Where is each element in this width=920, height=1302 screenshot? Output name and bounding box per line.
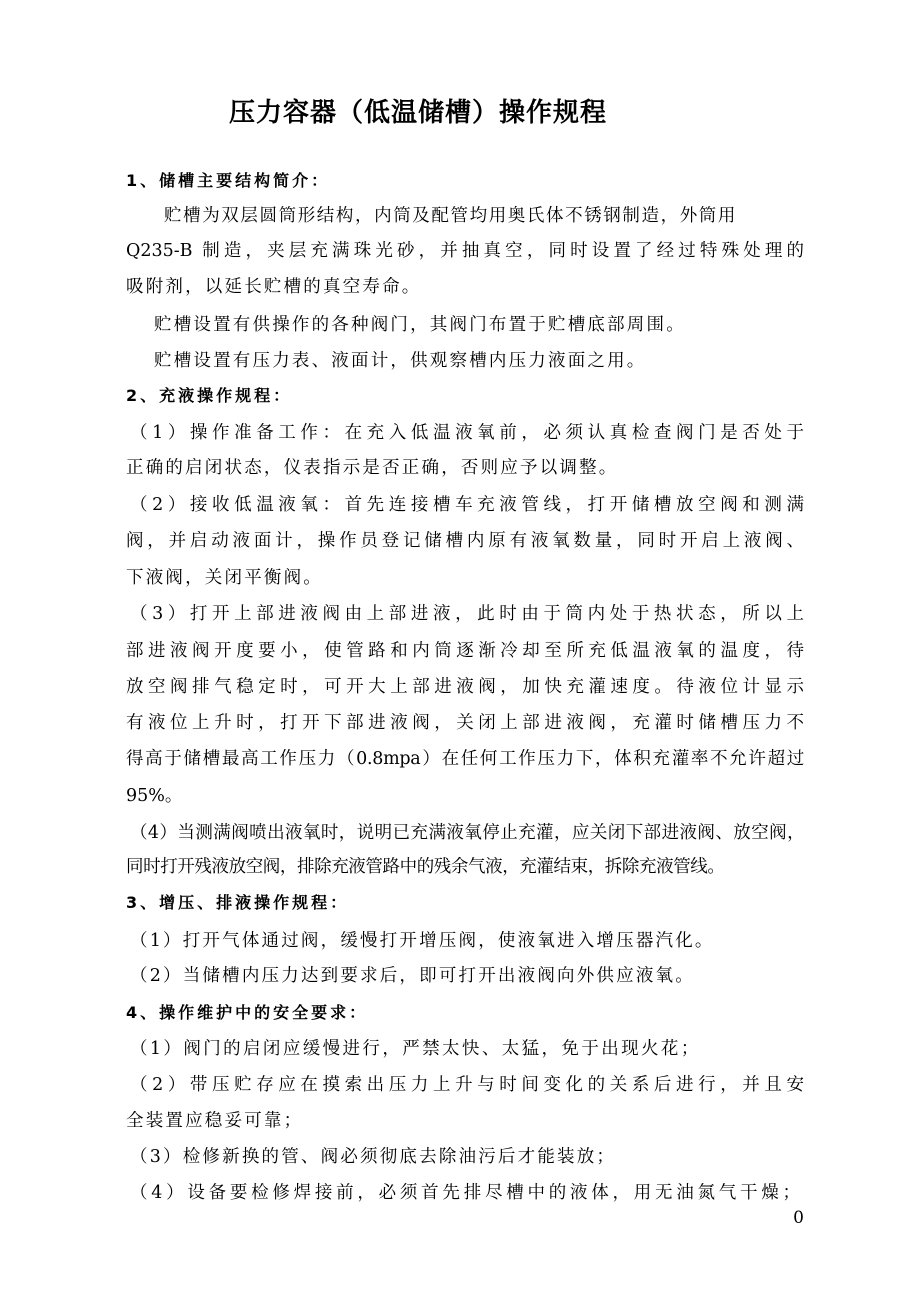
paragraph-line: （2）接收低温液氧：首先连接槽车充液管线，打开储槽放空阀和测满 bbox=[130, 495, 804, 515]
section-heading-1: 1、储槽主要结构简介： bbox=[126, 171, 331, 190]
page-number: 0 bbox=[793, 1208, 804, 1228]
paragraph-line: 同时打开残液放空阀，排除充液管路中的残余气液，充灌结束，拆除充液管线。 bbox=[126, 857, 725, 877]
paragraph-line: 有液位上升时，打开下部进液阀，关闭上部进液阀，充灌时储槽压力不 bbox=[126, 713, 804, 733]
page-title: 压力容器（低温储槽）操作规程 bbox=[228, 98, 607, 128]
paragraph-line: 正确的启闭状态，仪表指示是否正确，否则应予以调整。 bbox=[126, 458, 619, 478]
section-heading-4: 4、操作维护中的安全要求： bbox=[126, 1003, 369, 1022]
paragraph-line: （4）当测满阀喷出液氧时，说明已充满液氧停止充灌，应关闭下部进液阀、放空阀， bbox=[130, 823, 804, 843]
paragraph-line: （1）操作准备工作：在充入低温液氧前，必须认真检查阀门是否处于 bbox=[130, 423, 804, 443]
paragraph-line: （2）当储槽内压力达到要求后，即可打开出液阀向外供应液氧。 bbox=[130, 966, 695, 986]
paragraph-line: Q235-B 制造，夹层充满珠光砂，并抽真空，同时设置了经过特殊处理的 bbox=[126, 241, 804, 261]
paragraph-line: （4）设备要检修焊接前，必须首先排尽槽中的液体，用无油氮气干燥； bbox=[130, 1183, 800, 1203]
paragraph-line: 下液阀，关闭平衡阀。 bbox=[126, 568, 323, 588]
paragraph-line: （1）打开气体通过阀，缓慢打开增压阀，使液氧进入增压器汽化。 bbox=[130, 931, 715, 951]
section-heading-2: 2、充液操作规程： bbox=[126, 386, 293, 405]
paragraph-line: 贮槽为双层圆筒形结构，内筒及配管均用奥氏体不锈钢制造，外筒用 bbox=[164, 206, 737, 226]
paragraph-line: 放空阀排气稳定时，可开大上部进液阀，加快充灌速度。待液位计显示 bbox=[126, 677, 804, 697]
paragraph-line: 部进液阀开度要小，使管路和内筒逐渐冷却至所充低温液氧的温度，待 bbox=[126, 641, 804, 661]
paragraph-line: 贮槽设置有供操作的各种阀门，其阀门布置于贮槽底部周围。 bbox=[154, 315, 686, 335]
paragraph-line: （3）检修新换的管、阀必须彻底去除油污后才能装放； bbox=[130, 1147, 617, 1167]
paragraph-line: 95%。 bbox=[126, 786, 183, 806]
paragraph-line: 阀，并启动液面计，操作员登记储槽内原有液氧数量，同时开启上液阀、 bbox=[126, 531, 804, 551]
paragraph-line: （2）带压贮存应在摸索出压力上升与时间变化的关系后进行，并且安 bbox=[130, 1075, 804, 1095]
paragraph-line: （1）阀门的启闭应缓慢进行，严禁太快、太猛，免于出现火花； bbox=[130, 1039, 701, 1059]
paragraph-line: 吸附剂，以延长贮槽的真空寿命。 bbox=[126, 277, 422, 297]
paragraph-line: 全装置应稳妥可靠； bbox=[126, 1111, 304, 1131]
paragraph-line: 贮槽设置有压力表、液面计，供观察槽内压力液面之用。 bbox=[154, 351, 647, 371]
paragraph-line: 得高于储槽最高工作压力（0.8mpa）在任何工作压力下，体积充灌率不允许超过 bbox=[126, 749, 804, 769]
section-heading-3: 3、增压、排液操作规程： bbox=[126, 893, 350, 912]
paragraph-line: （3）打开上部进液阀由上部进液，此时由于筒内处于热状态，所以上 bbox=[130, 604, 804, 624]
